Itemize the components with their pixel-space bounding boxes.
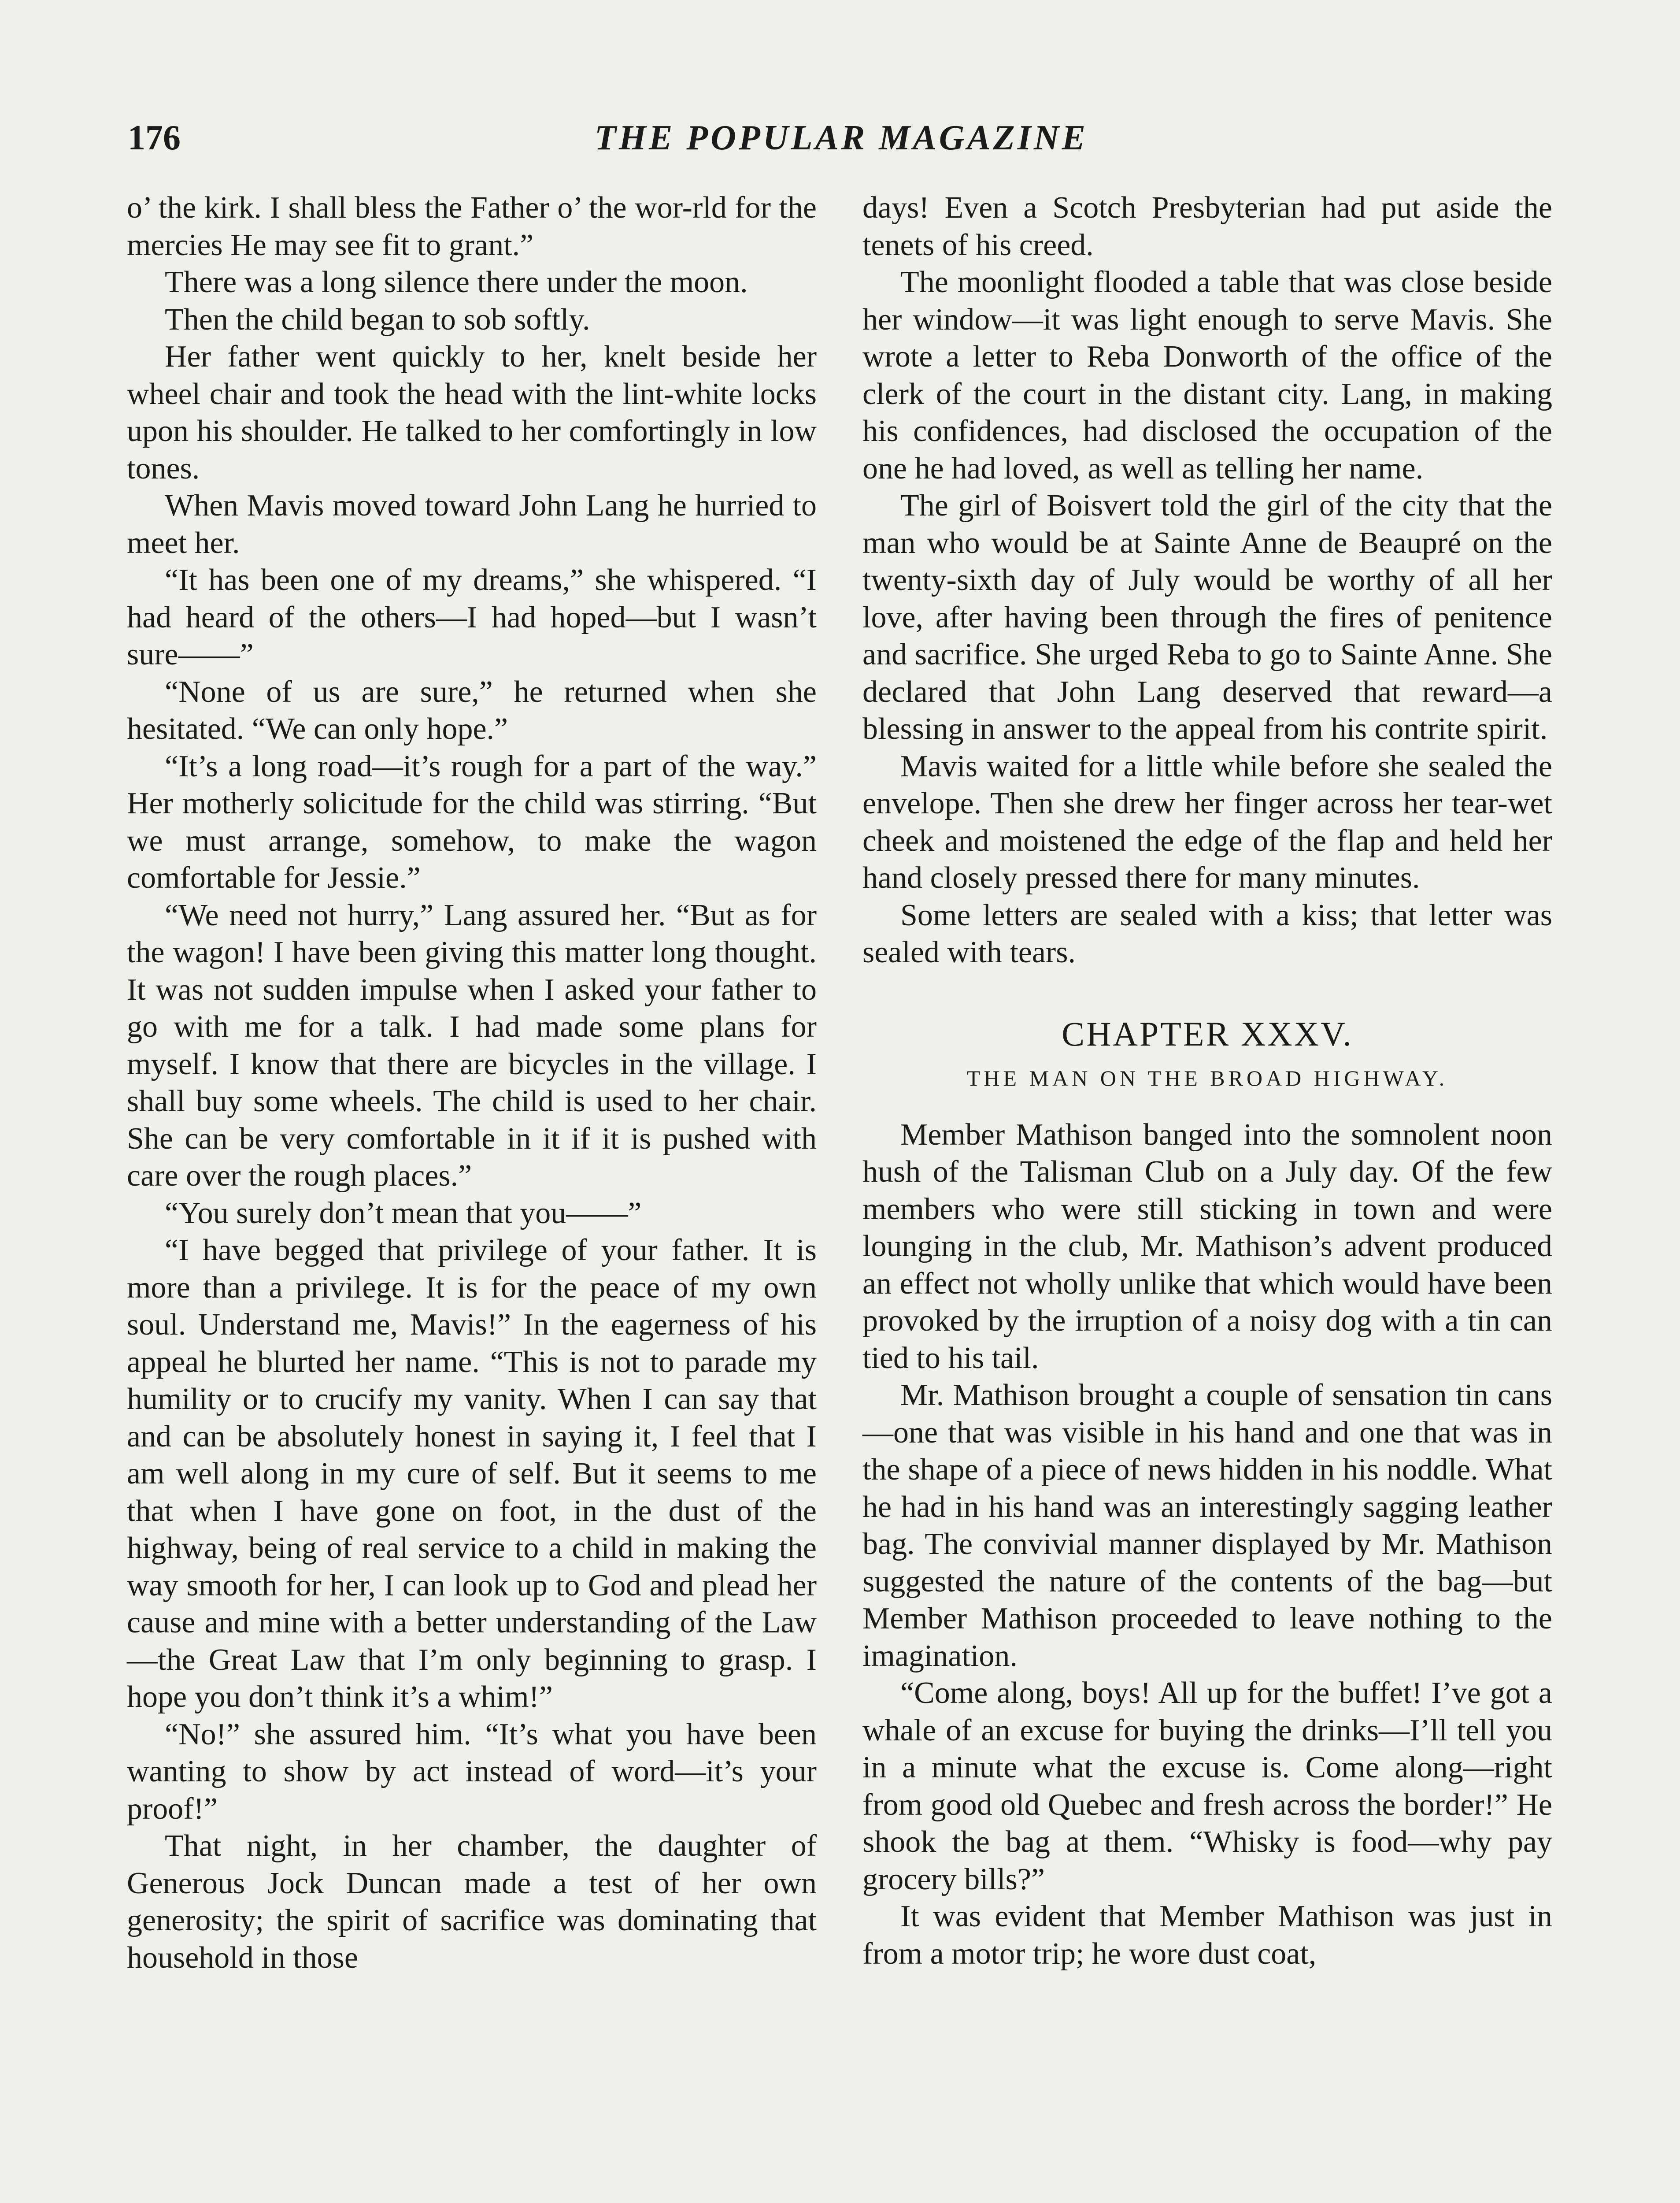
chapter-subtitle: THE MAN ON THE BROAD HIGHWAY. — [966, 1066, 1448, 1090]
paragraph: “No!” she assured him. “It’s what you have been wanting to show by act instead of word—it’s your proof!” — [127, 1717, 817, 1826]
paragraph: days! Even a Scotch Presbyterian had put aside the tenets of his creed. — [862, 191, 1552, 262]
paragraph: o’ the kirk. I shall bless the Father o’ the wor-rld for the mercies He may see fit to grant.” — [127, 191, 817, 262]
paragraph: When Mavis moved toward John Lang he hurried to meet her. — [127, 489, 817, 560]
paragraph: The moonlight flooded a table that was close beside her window—it was light enough to serve Mavis. She wrote a letter to Reba Donworth of the office of the clerk of the court in the distant city. Lang, in making his confidences, had disclosed the occupation of the one he had loved, as well as telling her name. — [862, 265, 1552, 486]
paragraph: Mavis waited for a little while before she sealed the envelope. Then she drew her finger across her tear-wet cheek and moistened the edge of the flap and held her hand closely pressed there for many minutes. — [862, 749, 1552, 895]
page-header — [128, 118, 1555, 167]
paragraph: “You surely don’t mean that you——” — [165, 1196, 642, 1230]
paragraph: “I have begged that privilege of your father. It is more than a privilege. It is for the peace of my own soul. Understand me, Mavis!” In the eagerness of his appeal he blurted her name. “This is not to parade my humility or to crucify my vanity. When I can say that and can be absolutely honest in saying it, I feel that I am well along in my cure of self. But it seems to me that when I have gone on foot, in the dust of the highway, being of real service to a child in making the way smooth for her, I can look up to God and plead her cause and mine with a better understanding of the Law—the Great Law that I’m only beginning to grasp. I hope you don’t think it’s a whim!” — [127, 1233, 817, 1714]
paragraph: “We need not hurry,” Lang assured her. “But as for the wagon! I have been giving this matter long thought. It was not sudden impulse when I asked your father to go with me for a talk. I had made some plans for myself. I know that there are bicycles in the village. I shall buy some wheels. The child is used to her chair. She can be very comfortable in it if it is pushed with care over the rough places.” — [127, 898, 817, 1193]
left-column — [127, 189, 817, 1977]
paragraph: “Come along, boys! All up for the buffet! I’ve got a whale of an excuse for buying the drinks—I’ll tell you in a minute what the excuse is. Come along—right from good old Quebec and fresh across the border!” He shook the bag at them. “Whisky is food—why pay grocery bills?” — [862, 1676, 1552, 1896]
paragraph: There was a long silence there under the moon. — [165, 265, 748, 299]
chapter-heading: CHAPTER XXXV. — [1062, 1014, 1353, 1053]
paragraph: Then the child began to sob softly. — [165, 302, 590, 337]
paragraph: Member Mathison banged into the somnolent noon hush of the Talisman Club on a July day. Of the few members who were still sticking in town and were lounging in the club, Mr. Mathison’s advent produced an effect not wholly unlike that which would have been provoked by the irruption of a noisy dog with a tin can tied to his tail. — [862, 1117, 1552, 1375]
paragraph: Some letters are sealed with a kiss; that letter was sealed with tears. — [862, 898, 1552, 969]
right-column — [862, 189, 1552, 1973]
paragraph: Her father went quickly to her, knelt beside her wheel chair and took the head with the lint-white locks upon his shoulder. He talked to her comfortingly in low tones. — [127, 340, 817, 486]
paragraph: “None of us are sure,” he returned when she hesitated. “We can only hope.” — [127, 675, 817, 746]
paragraph: It was evident that Member Mathison was just in from a motor trip; he wore dust coat, — [862, 1899, 1552, 1971]
paragraph: That night, in her chamber, the daughter of Generous Jock Duncan made a test of her own generosity; the spirit of sacrifice was dominating that household in those — [127, 1829, 817, 1975]
paragraph: Mr. Mathison brought a couple of sensation tin cans—one that was visible in his hand and one that was in the shape of a piece of news hidden in his noddle. What he had in his hand was an interestingly sagging leather bag. The convivial manner displayed by Mr. Mathison suggested the nature of the contents of the bag—but Member Mathison proceeded to leave nothing to the imagination. — [862, 1378, 1552, 1673]
paragraph: “It’s a long road—it’s rough for a part of the way.” Her motherly solicitude for the child was stirring. “But we must arrange, somehow, to make the wagon comfortable for Jessie.” — [127, 749, 817, 895]
page-number: 176 — [128, 119, 181, 157]
paragraph: “It has been one of my dreams,” she whispered. “I had heard of the others—I had hoped—but I wasn’t sure——” — [127, 563, 817, 671]
running-title: THE POPULAR MAGAZINE — [594, 119, 1088, 157]
paragraph: The girl of Boisvert told the girl of the city that the man who would be at Sainte Anne de Beaupré on the twenty-sixth day of July would be worthy of all her love, after having been through the fires of penitence and sacrifice. She urged Reba to go to Sainte Anne. She declared that John Lang deserved that reward—a blessing in answer to the appeal from his contrite spirit. — [862, 489, 1552, 746]
